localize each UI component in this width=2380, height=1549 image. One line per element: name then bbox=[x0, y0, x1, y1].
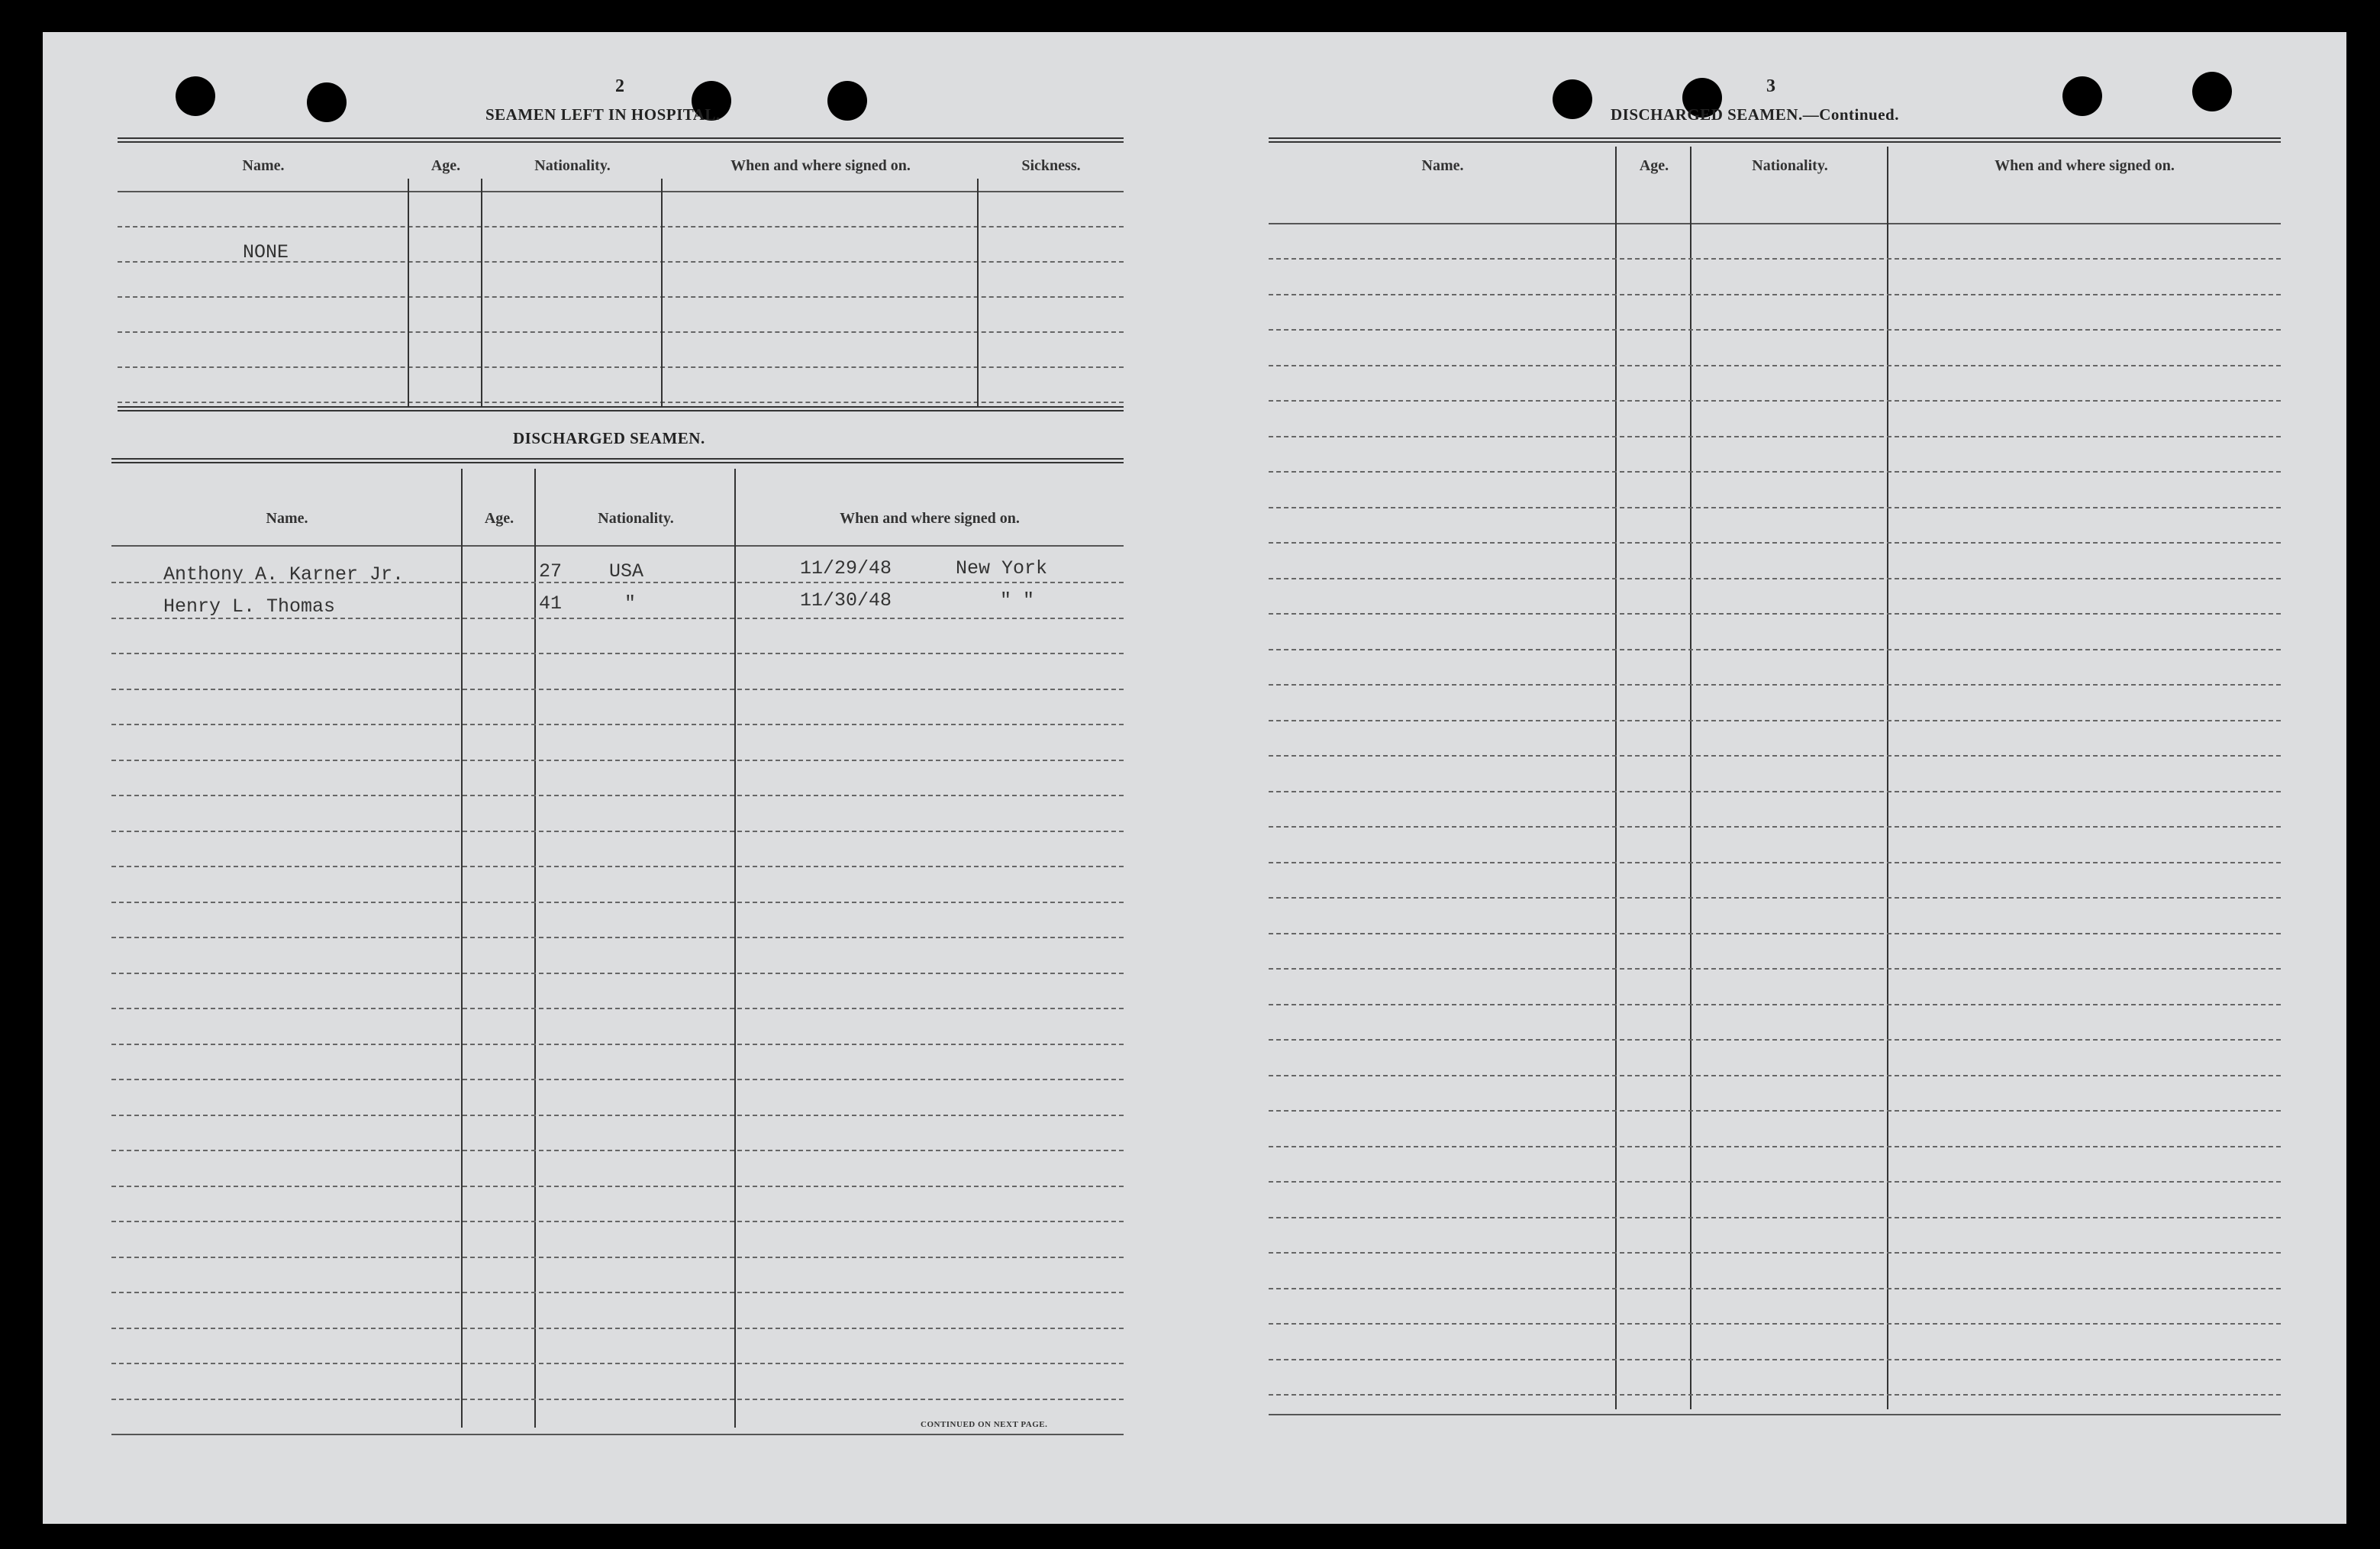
seaman-age: 41 bbox=[539, 592, 563, 615]
col-header-age: Age. bbox=[484, 510, 514, 527]
ruled-line bbox=[1269, 649, 2281, 650]
ruled-line bbox=[1269, 365, 2281, 366]
ruled-line bbox=[111, 724, 1124, 725]
col-header-signed-on: When and where signed on. bbox=[1995, 157, 2175, 174]
ruled-line bbox=[111, 1150, 1124, 1151]
ruled-line bbox=[1269, 1146, 2281, 1147]
ruled-line bbox=[1269, 542, 2281, 544]
continued-note: CONTINUED ON NEXT PAGE. bbox=[921, 1420, 1048, 1429]
seaman-nationality: " bbox=[624, 592, 637, 615]
ruled-line bbox=[1269, 294, 2281, 295]
punch-hole bbox=[1553, 79, 1592, 119]
ruled-line bbox=[1269, 400, 2281, 402]
ruled-line bbox=[1269, 1288, 2281, 1289]
ruled-line bbox=[1269, 329, 2281, 331]
ruled-line bbox=[111, 937, 1124, 938]
ruled-line bbox=[111, 1292, 1124, 1293]
seaman-age: 27 bbox=[539, 560, 563, 582]
col-header-nationality: Nationality. bbox=[598, 510, 674, 527]
ruled-line bbox=[1269, 1394, 2281, 1396]
ruled-line bbox=[1269, 258, 2281, 260]
punch-hole bbox=[307, 82, 347, 122]
section-title-hospital: SEAMEN LEFT IN HOSPITAL. bbox=[485, 105, 721, 124]
ruled-line bbox=[111, 1399, 1124, 1400]
punch-hole bbox=[2062, 76, 2102, 116]
ruled-line bbox=[1269, 933, 2281, 934]
ruled-line bbox=[111, 582, 1124, 583]
ruled-line bbox=[1269, 684, 2281, 686]
ruled-line bbox=[1269, 1217, 2281, 1218]
ruled-line bbox=[111, 1186, 1124, 1187]
document-sheet bbox=[43, 32, 2346, 1524]
seaman-signed-date: 11/30/48 bbox=[800, 589, 892, 612]
ruled-line bbox=[111, 1257, 1124, 1258]
seaman-name: Henry L. Thomas bbox=[163, 595, 336, 618]
ruled-line bbox=[1269, 755, 2281, 757]
ruled-line bbox=[111, 866, 1124, 867]
ruled-line bbox=[111, 1044, 1124, 1045]
col-header-name: Name. bbox=[242, 157, 285, 174]
ruled-line bbox=[1269, 1004, 2281, 1005]
ruled-line bbox=[111, 973, 1124, 974]
ruled-line bbox=[1269, 968, 2281, 970]
ruled-line bbox=[1269, 1181, 2281, 1183]
ruled-line bbox=[1269, 436, 2281, 437]
punch-hole bbox=[2192, 72, 2232, 111]
seaman-name: Anthony A. Karner Jr. bbox=[163, 563, 405, 586]
ruled-line bbox=[1269, 1039, 2281, 1041]
ruled-line bbox=[1269, 613, 2281, 615]
col-header-signed-on: When and where signed on. bbox=[730, 157, 911, 174]
col-header-age: Age. bbox=[431, 157, 461, 174]
col-header-signed-on: When and where signed on. bbox=[840, 510, 1020, 527]
ruled-line bbox=[1269, 578, 2281, 579]
punch-hole bbox=[176, 76, 215, 116]
ruled-line bbox=[111, 1363, 1124, 1364]
ruled-line bbox=[111, 1115, 1124, 1116]
punch-hole bbox=[827, 81, 867, 121]
hospital-table bbox=[118, 137, 1124, 455]
section-title-discharged-continued: DISCHARGED SEAMEN.—Continued. bbox=[1611, 105, 1899, 124]
page-number: 3 bbox=[1766, 76, 1775, 96]
page-number: 2 bbox=[615, 76, 624, 96]
ruled-line bbox=[111, 795, 1124, 796]
ruled-line bbox=[1269, 1359, 2281, 1360]
seaman-nationality: USA bbox=[609, 560, 644, 582]
discharged-table-right bbox=[1269, 137, 2281, 1451]
col-header-name: Name. bbox=[1421, 157, 1464, 174]
ruled-line bbox=[1269, 897, 2281, 899]
ruled-line bbox=[111, 653, 1124, 654]
ruled-line bbox=[1269, 826, 2281, 828]
ruled-line bbox=[1269, 791, 2281, 792]
ruled-line bbox=[1269, 1075, 2281, 1076]
col-header-sickness: Sickness. bbox=[1021, 157, 1081, 174]
ruled-line bbox=[111, 1328, 1124, 1329]
hospital-entry: NONE bbox=[243, 241, 289, 263]
seaman-signed-place: " " bbox=[1000, 589, 1035, 612]
ruled-line bbox=[111, 618, 1124, 619]
ruled-line bbox=[111, 1221, 1124, 1222]
seaman-signed-date: 11/29/48 bbox=[800, 557, 892, 579]
section-title-discharged: DISCHARGED SEAMEN. bbox=[513, 429, 705, 447]
col-header-age: Age. bbox=[1639, 157, 1669, 174]
ruled-line bbox=[1269, 720, 2281, 721]
ruled-line bbox=[1269, 1252, 2281, 1254]
ruled-line bbox=[1269, 507, 2281, 508]
ruled-line bbox=[111, 1008, 1124, 1009]
ruled-line bbox=[111, 1079, 1124, 1080]
ruled-line bbox=[1269, 1323, 2281, 1325]
col-header-nationality: Nationality. bbox=[1752, 157, 1828, 174]
ruled-line bbox=[111, 831, 1124, 832]
ruled-line bbox=[111, 689, 1124, 690]
ruled-line bbox=[1269, 862, 2281, 863]
ruled-line bbox=[111, 760, 1124, 761]
ruled-line bbox=[1269, 471, 2281, 473]
discharged-table-left bbox=[111, 458, 1124, 1458]
seaman-signed-place: New York bbox=[956, 557, 1048, 579]
col-header-nationality: Nationality. bbox=[534, 157, 611, 174]
ruled-line bbox=[111, 902, 1124, 903]
col-header-name: Name. bbox=[266, 510, 308, 527]
ruled-line bbox=[1269, 1110, 2281, 1112]
